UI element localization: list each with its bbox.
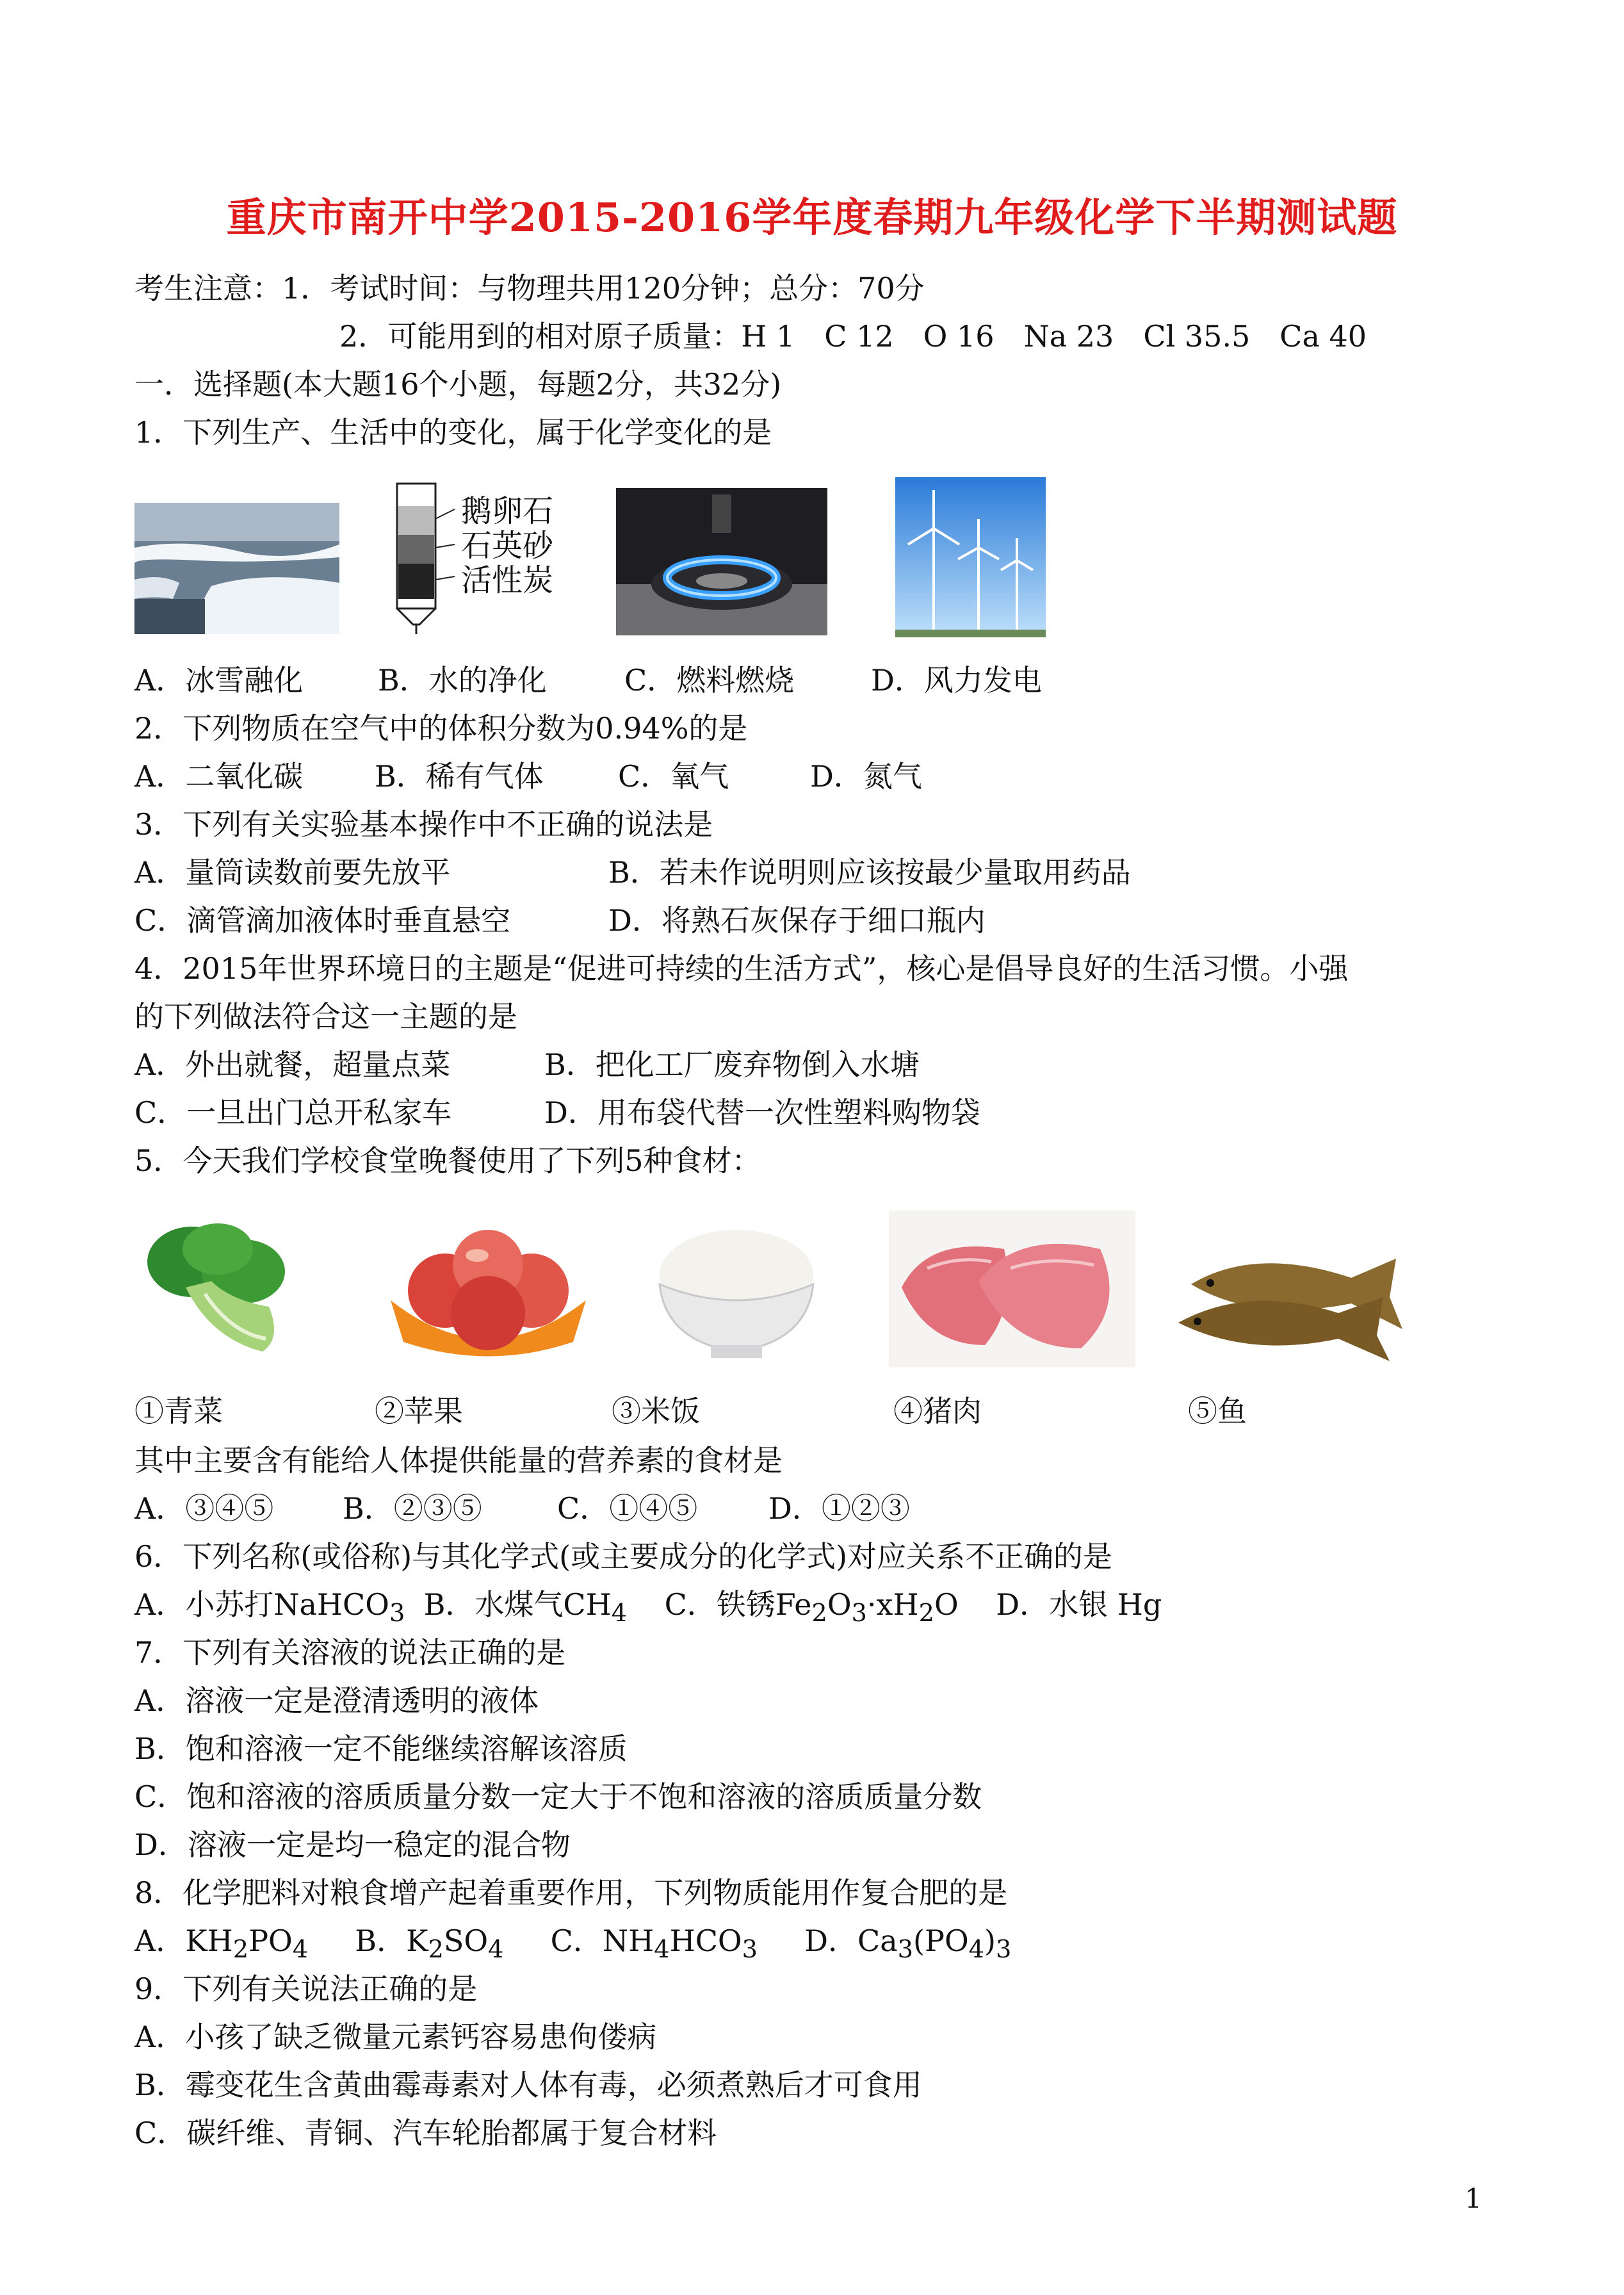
q6-options: A．小苏打NaHCO$_3$ B．水煤气$CH_4$ C．铁锈$Fe_2O_3\cdot xH_2O$ D．水银 Hg [134,1587,1162,1628]
pork-image [889,1211,1135,1368]
q5-stem-2: 其中主要含有能给人体提供能量的营养素的食材是 [134,1443,783,1478]
q9-option-a: A．小孩了缺乏微量元素钙容易患佝偻病 [134,2020,657,2054]
q2-option-b: B．稀有气体 [375,759,544,794]
q4-stem-2: 的下列做法符合这一主题的是 [134,999,517,1034]
q5-option-d: D．①②③ [768,1491,910,1526]
q6-stem: 6．下列名称(或俗称)与其化学式(或主要成分的化学式)对应关系不正确的是 [134,1539,1113,1574]
q7-option-b: B．饱和溶液一定不能继续溶解该溶质 [134,1731,628,1766]
ice-snow-image [134,503,339,634]
q9-option-c: C．碳纤维、青铜、汽车轮胎都属于复合材料 [134,2116,717,2150]
q3-option-d: D．将熟石灰保存于细口瓶内 [608,903,986,938]
apples-image [375,1217,602,1364]
q5-stem: 5．今天我们学校食堂晚餐使用了下列5种食材： [134,1143,761,1178]
q1-option-c: C．燃料燃烧 [624,663,795,698]
q7-option-c: C．饱和溶液的溶质质量分数一定大于不饱和溶液的溶质质量分数 [134,1779,982,1814]
q5-option-a: A．③④⑤ [134,1491,274,1526]
q8-stem: 8．化学肥料对粮食增产起着重要作用，下列物质能用作复合肥的是 [134,1875,1008,1910]
q9-stem: 9．下列有关说法正确的是 [134,1972,478,2006]
q7-option-a: A．溶液一定是澄清透明的液体 [134,1683,539,1718]
q4-stem-1: 4．2015年世界环境日的主题是“促进可持续的生活方式”，核心是倡导良好的生活习惯。小强 [134,951,1349,986]
food-label-apple: ②苹果 [375,1394,463,1428]
filter-label-quartz: 石英砂 [461,528,554,564]
food-label-pork: ④猪肉 [893,1394,982,1428]
q2-option-d: D．氮气 [810,759,922,794]
q3-option-c: C．滴管滴加液体时垂直悬空 [134,903,511,938]
food-label-fish: ⑤鱼 [1188,1394,1247,1428]
q4-option-a: A．外出就餐，超量点菜 [134,1047,451,1082]
q3-option-a: A．量筒读数前要先放平 [134,855,451,890]
q4-option-d: D．用布袋代替一次性塑料购物袋 [544,1095,980,1130]
q2-stem: 2．下列物质在空气中的体积分数为0.94%的是 [134,711,748,746]
page-title: 重庆市南开中学2015-2016学年度春期九年级化学下半期测试题 [226,194,1398,241]
q8-options: A．$KH_2PO_4$ B．$K_2SO_4$ C．$NH_4HCO_3$ D．$Ca_3(PO_4)_3$ [134,1923,1012,1964]
q5-option-c: C．①④⑤ [557,1491,698,1526]
food-label-greens: ①青菜 [134,1394,223,1428]
q7-stem: 7．下列有关溶液的说法正确的是 [134,1635,566,1670]
q2-option-a: A．二氧化碳 [134,759,304,794]
q3-stem: 3．下列有关实验基本操作中不正确的说法是 [134,807,713,842]
rice-image [650,1214,823,1368]
q9-option-b: B．霉变花生含黄曲霉毒素对人体有毒，必须煮熟后才可食用 [134,2068,922,2102]
q2-option-c: C．氧气 [618,759,729,794]
notice-line-2: 2．可能用到的相对原子质量：H 1 C 12 O 16 Na 23 Cl 35.5 Ca 40 [339,319,1367,354]
q1-option-a: A．冰雪融化 [134,663,304,698]
filter-label-pebble: 鹅卵石 [461,493,554,529]
q5-option-b: B．②③⑤ [343,1491,482,1526]
q3-option-b: B．若未作说明则应该按最少量取用药品 [608,855,1131,890]
q1-option-b: B．水的净化 [378,663,547,698]
q7-option-d: D．溶液一定是均一稳定的混合物 [134,1827,571,1862]
q1-option-d: D．风力发电 [871,663,1042,698]
fish-image [1165,1246,1415,1364]
section-heading: 一．选择题(本大题16个小题，每题2分，共32分) [134,367,782,402]
greens-image [134,1211,307,1368]
notice-line-1: 考生注意：1．考试时间：与物理共用120分钟；总分：70分 [134,271,925,306]
food-label-rice: ③米饭 [612,1394,700,1428]
q4-option-c: C．一旦出门总开私家车 [134,1095,452,1130]
gas-burner-image [616,488,827,635]
filter-label-carbon: 活性炭 [461,562,554,598]
wind-turbines-image [895,477,1046,637]
page-number: 1 [1465,2183,1482,2214]
q4-option-b: B．把化工厂废弃物倒入水塘 [544,1047,920,1082]
q1-stem: 1．下列生产、生活中的变化，属于化学变化的是 [134,415,772,450]
